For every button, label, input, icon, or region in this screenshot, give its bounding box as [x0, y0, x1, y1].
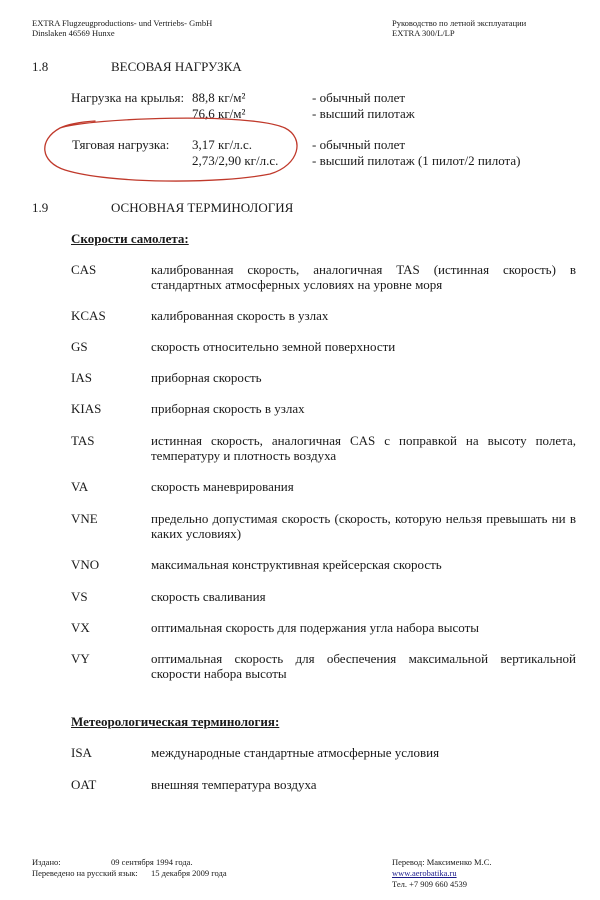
thrust-load-value-aerobatic: 2,73/2,90 кг/л.с.: [192, 153, 279, 168]
speed-abbr-vno: VNO: [71, 557, 100, 572]
speed-abbr-kcas: KCAS: [71, 308, 106, 323]
meteo-def-isa: международные стандартные атмосферные условия: [151, 745, 440, 760]
thrust-load-note-normal: - обычный полет: [312, 137, 406, 152]
speed-def-cas: калиброванная скорость, аналогичная TAS (истинная скорость) в стандартных атмосферных условиях на уровне моря: [151, 262, 576, 292]
manual-title: Руководство по летной эксплуатации: [392, 18, 527, 28]
wing-load-value-aerobatic: 76,6 кг/м²: [192, 106, 246, 121]
speed-def-vx: оптимальная скорость для подержания угла набора высоты: [151, 620, 479, 635]
speed-abbr-ias: IAS: [71, 370, 92, 385]
speed-abbr-gs: GS: [71, 339, 88, 354]
section-number-1-9: 1.9: [32, 200, 49, 215]
speed-abbr-vx: VX: [71, 620, 90, 635]
speed-def-vs: скорость сваливания: [151, 589, 266, 604]
speed-abbr-cas: CAS: [71, 262, 97, 277]
issued-label: Издано:: [32, 857, 61, 867]
speed-def-tas: истинная скорость, аналогичная CAS с поправкой на высоту полета, температуру и плотность воздуха: [151, 433, 576, 463]
header-left: [32, 18, 212, 38]
thrust-load-note-aerobatic: - высший пилотаж (1 пилот/2 пилота): [312, 153, 521, 168]
phone: Тел. +7 909 660 4539: [392, 879, 468, 889]
translator: Перевод: Максименко М.С.: [392, 857, 492, 867]
wing-load-note-aerobatic: - высший пилотаж: [312, 106, 415, 121]
wing-load-value-normal: 88,8 кг/м²: [192, 90, 246, 105]
wing-load-note-normal: - обычный полет: [312, 90, 406, 105]
meteo-heading: Метеорологическая терминология:: [71, 714, 280, 729]
speed-abbr-vne: VNE: [71, 511, 98, 526]
translated-label: Переведено на русский язык:: [32, 868, 138, 878]
thrust-load-value-normal: 3,17 кг/л.с.: [192, 137, 253, 152]
speed-def-vne: предельно допустимая скорость (скорость, которую нельзя превышать ни в каких условиях): [151, 511, 576, 541]
speed-def-kias: приборная скорость в узлах: [151, 401, 305, 416]
speed-abbr-vs: VS: [71, 589, 88, 604]
speed-abbr-tas: TAS: [71, 433, 95, 448]
speed-def-vy: оптимальная скорость для обеспечения максимальной вертикальной скорости набора высоты: [151, 651, 576, 681]
meteo-abbr-oat: OAT: [71, 777, 97, 792]
speed-abbr-kias: KIAS: [71, 401, 102, 416]
company-name: EXTRA Flugzeugproductions- und Vertriebs- GmbH: [32, 18, 213, 28]
speed-def-gs: скорость относительно земной поверхности: [151, 339, 396, 354]
wing-load-label: Нагрузка на крылья:: [71, 90, 185, 105]
speed-def-vno: максимальная конструктивная крейсерская скорость: [151, 557, 442, 572]
speed-abbr-va: VA: [71, 479, 89, 494]
header-right: [392, 18, 526, 38]
speed-def-kcas: калиброванная скорость в узлах: [151, 308, 329, 323]
section-title-1-9: ОСНОВНАЯ ТЕРМИНОЛОГИЯ: [111, 200, 294, 215]
meteo-abbr-isa: ISA: [71, 745, 92, 760]
speed-abbr-vy: VY: [71, 651, 90, 666]
aircraft-model: EXTRA 300/L/LP: [392, 28, 455, 38]
speeds-heading: Скорости самолета:: [71, 231, 189, 246]
speed-def-va: скорость маневрирования: [151, 479, 294, 494]
website-link[interactable]: www.aerobatika.ru: [392, 868, 457, 878]
issued-date: 09 сентября 1994 года.: [111, 857, 193, 867]
company-address: Dinslaken 46569 Hunxe: [32, 28, 115, 38]
speed-def-ias: приборная скорость: [151, 370, 262, 385]
thrust-load-label: Тяговая нагрузка:: [72, 137, 170, 152]
translated-date: 15 декабря 2009 года: [151, 868, 227, 878]
section-title-1-8: ВЕСОВАЯ НАГРУЗКА: [111, 59, 242, 74]
meteo-def-oat: внешняя температура воздуха: [151, 777, 317, 792]
section-number-1-8: 1.8: [32, 59, 49, 74]
